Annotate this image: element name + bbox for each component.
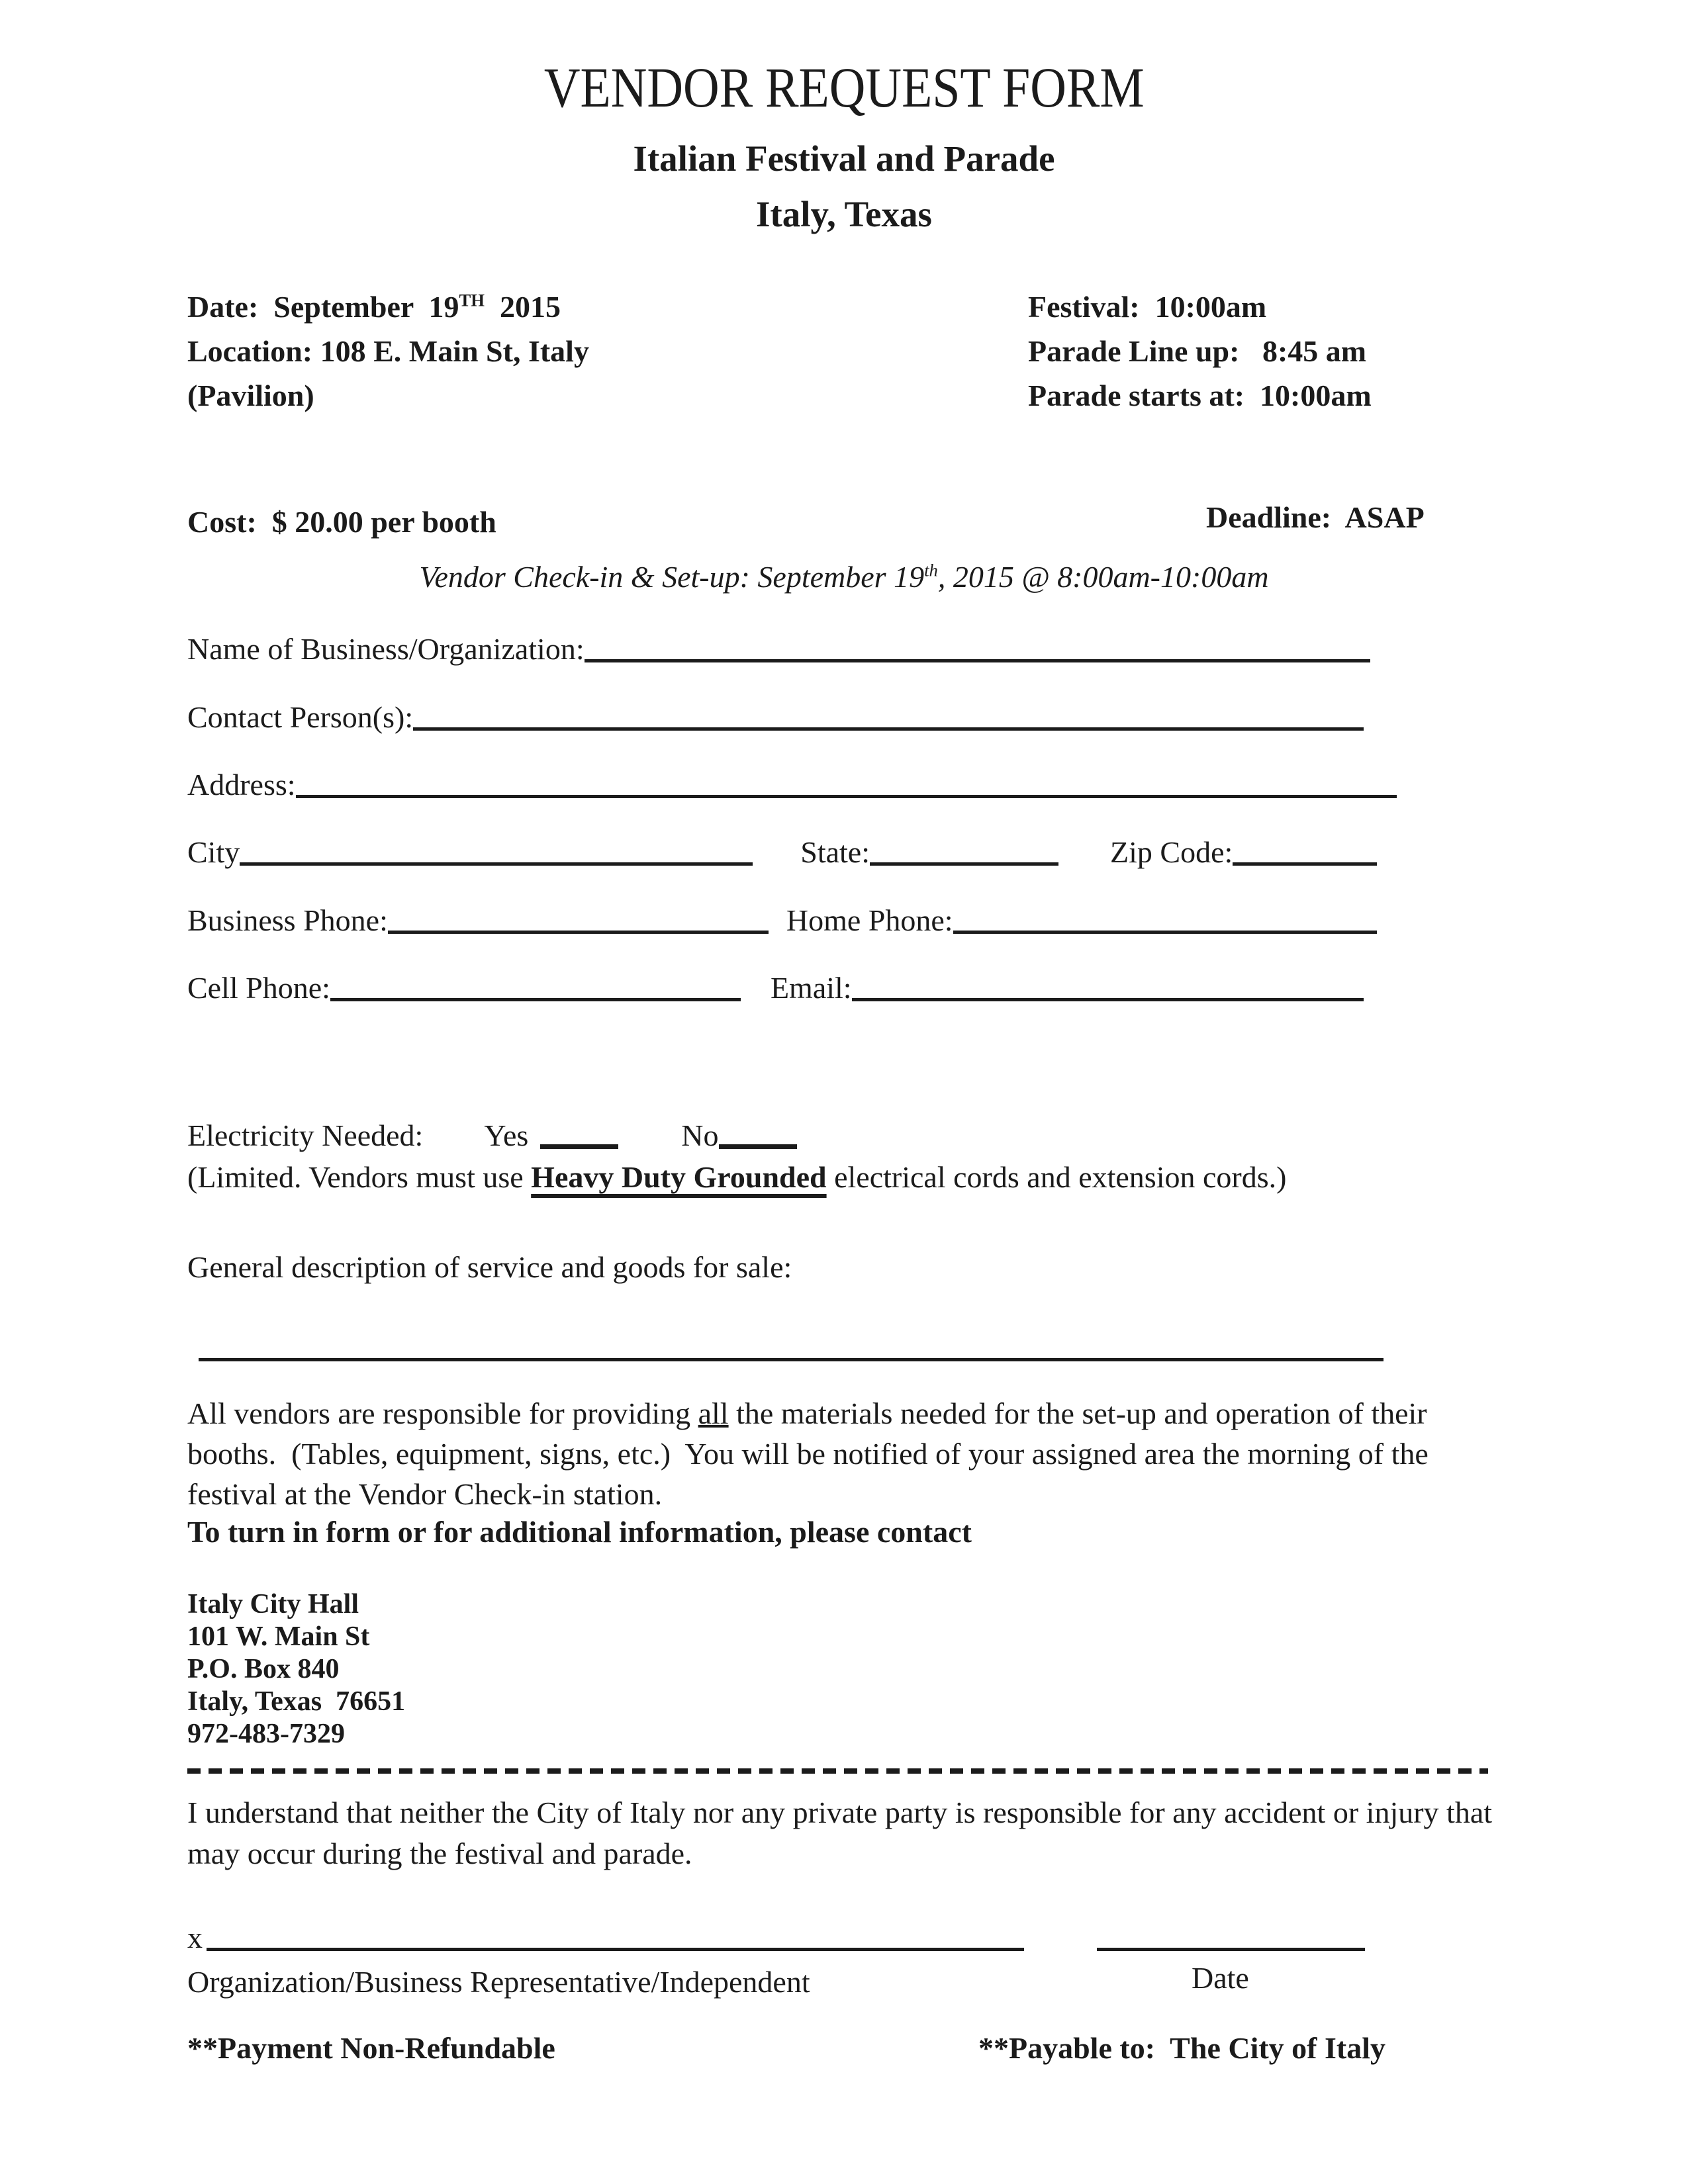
booth-cost: Cost: $ 20.00 per booth — [187, 505, 496, 539]
cell-email-row — [187, 964, 1364, 1005]
business-phone-label: Business Phone: — [187, 903, 388, 937]
electricity-label: Electricity Needed: — [187, 1118, 424, 1152]
event-info-left — [187, 285, 589, 418]
dashed-divider — [187, 1768, 1488, 1774]
email-input-line[interactable] — [852, 998, 1364, 1001]
page-title-text: VENDOR REQUEST FORM — [543, 56, 1145, 119]
cell-phone-label: Cell Phone: — [187, 971, 330, 1005]
state-label: State: — [800, 835, 870, 869]
date-ordinal: TH — [459, 290, 485, 310]
payable-to-note: **Payable to: The City of Italy — [978, 2031, 1386, 2065]
checkin-date-ordinal: th — [924, 560, 938, 580]
contact-heading: To turn in form or for additional information, please contact — [187, 1515, 972, 1549]
liability-disclaimer: I understand that neither the City of Italy nor any private party is responsible for any accident or injury that may occur during the festival and parade. — [187, 1796, 1493, 1870]
phones-row — [187, 897, 1377, 938]
description-label: General description of service and goods for sale: — [187, 1250, 792, 1284]
signature-row — [187, 1913, 1385, 1955]
electricity-no-label: No — [681, 1118, 719, 1152]
electricity-yes-label: Yes — [484, 1118, 529, 1152]
page-title — [0, 54, 1688, 120]
signature-date-label: Date — [1192, 1961, 1249, 1995]
all-emphasis: all — [698, 1396, 729, 1430]
email-label: Email: — [770, 971, 852, 1005]
address-input-line[interactable] — [296, 795, 1397, 798]
deadline: Deadline: ASAP — [1206, 500, 1425, 534]
signature-input-line[interactable] — [207, 1948, 1024, 1951]
signature-role-label: Organization/Business Representative/Independent — [187, 1965, 810, 1999]
home-phone-label: Home Phone: — [786, 903, 953, 937]
zip-label: Zip Code: — [1110, 835, 1233, 869]
checkin-setup-line: Vendor Check-in & Set-up: September 19th, 2015 @ 8:00am-10:00am — [419, 560, 1269, 594]
event-location: Location: 108 E. Main St, Italy — [187, 334, 589, 368]
electricity-note: (Limited. Vendors must use Heavy Duty Grounded electrical cords and extension cords.) — [187, 1160, 1287, 1194]
zip-input-line[interactable] — [1233, 862, 1377, 866]
parade-lineup-time: Parade Line up: 8:45 am — [1028, 334, 1367, 368]
electricity-yes-line[interactable] — [540, 1144, 618, 1149]
vendor-responsibility-paragraph: All vendors are responsible for providing all the materials needed for the set-up and operation of their booths. (Tables, equipment, signs, etc.) You will be notified of your assigned area the morning of the festival at the Vendor Check-in station. — [187, 1396, 1436, 1511]
payment-nonrefundable-note: **Payment Non-Refundable — [187, 2031, 555, 2065]
city-label: City — [187, 835, 240, 869]
contact-name: Italy City Hall — [187, 1589, 359, 1619]
heavy-duty-grounded-emphasis: Heavy Duty Grounded — [531, 1160, 827, 1194]
contact-block — [187, 1588, 405, 1751]
city-input-line[interactable] — [240, 862, 753, 866]
event-info-right — [1028, 285, 1372, 418]
event-city: Italy, Texas — [756, 194, 932, 234]
description-input-line[interactable] — [199, 1358, 1383, 1361]
home-phone-input-line[interactable] — [953, 931, 1377, 934]
electricity-no-line[interactable] — [719, 1144, 797, 1149]
address-row — [187, 761, 1397, 802]
contact-pobox: P.O. Box 840 — [187, 1654, 340, 1684]
festival-time: Festival: 10:00am — [1028, 290, 1267, 324]
contact-person-label: Contact Person(s): — [187, 700, 414, 734]
electricity-row — [187, 1112, 982, 1153]
city-state-zip-row — [187, 829, 1377, 870]
business-name-label: Name of Business/Organization: — [187, 632, 585, 666]
event-name: Italian Festival and Parade — [633, 138, 1055, 179]
event-date: Date: September 19TH 2015 — [187, 290, 561, 324]
date-input-line[interactable] — [1097, 1948, 1365, 1951]
business-name-input-line[interactable] — [585, 659, 1370, 662]
contact-city-state-zip: Italy, Texas 76651 — [187, 1686, 406, 1717]
state-input-line[interactable] — [870, 862, 1058, 866]
cell-phone-input-line[interactable] — [330, 998, 741, 1001]
contact-person-row — [187, 694, 1364, 735]
address-label: Address: — [187, 768, 296, 801]
contact-phone: 972-483-7329 — [187, 1719, 345, 1749]
contact-street: 101 W. Main St — [187, 1621, 370, 1652]
contact-person-input-line[interactable] — [413, 727, 1364, 731]
business-name-row — [187, 625, 1370, 666]
business-phone-input-line[interactable] — [388, 931, 769, 934]
event-location-pavilion: (Pavilion) — [187, 379, 314, 412]
signature-x-mark: x — [187, 1921, 203, 1954]
parade-start-time: Parade starts at: 10:00am — [1028, 379, 1372, 412]
